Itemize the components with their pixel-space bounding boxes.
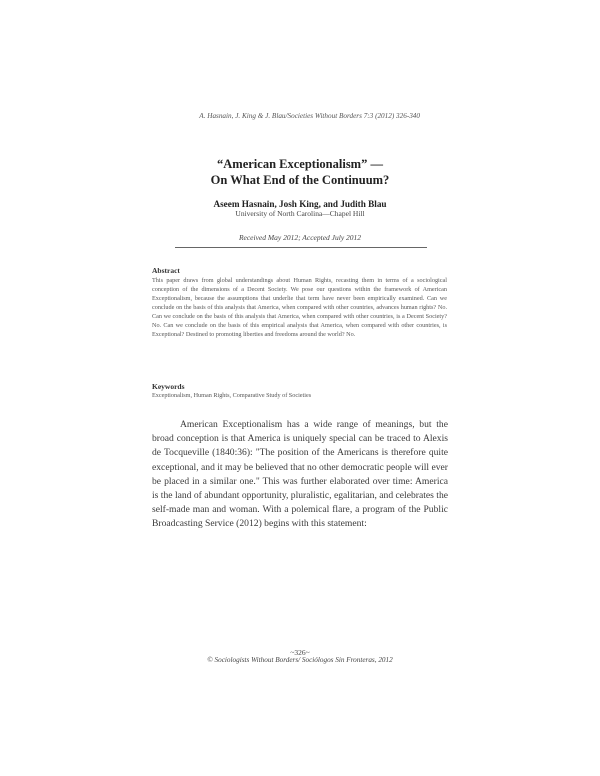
copyright: © Sociologists Without Borders/ Sociólogos Sin Fronteras, 2012 — [207, 656, 393, 664]
divider — [175, 247, 427, 248]
page-number: ~326~ — [290, 648, 310, 657]
running-header: A. Hasnain, J. King & J. Blau/Societies Without Borders 7:3 (2012) 326-340 — [199, 112, 420, 120]
article-title — [150, 156, 450, 188]
body-paragraph: American Exceptionalism has a wide range of meanings, but the broad conception is that America is uniquely special can be traced to Alexis de Tocqueville (1840:36): "The position of the Americans is therefore quite exceptional, and it may be believed that no other democratic people will ever be placed in a similar one." This was further elaborated over time: America is the land of abundant opportunity, pluralistic, egalitarian, and celebrates the self-made man and woman. With a polemical flare, a program of the Public Broadcasting Service (2012) begins with this statement: — [152, 419, 448, 530]
keywords-text: Exceptionalism, Human Rights, Comparative Study of Societies — [152, 392, 312, 399]
received-date: Received May 2012; Accepted July 2012 — [238, 233, 362, 242]
keywords-heading: Keywords — [152, 382, 185, 391]
title-line-2: On What End of the Continuum? — [210, 173, 390, 187]
abstract-heading: Abstract — [152, 266, 180, 275]
abstract-text: This paper draws from global understandings about Human Rights, recasting them in terms of a sociological conception of the dimensions of a Decent Society. We pose our questions within the framework of American Exceptionalism, because the assumptions that underlie that term have never been empirically examined. Can we conclude on the basis of this analysis that America, when compared with other countries, advances human rights? No. Can we conclude on the basis of this analysis that America, when compared with other countries, is a Decent Society? No. Can we conclude on the basis of this empirical analysis that America, when compared with other countries, is Exceptional? Destined to promoting liberties and freedoms around the world? No. — [152, 277, 447, 338]
authors: Aseem Hasnain, Josh King, and Judith Blau — [213, 199, 387, 209]
title-line-1: “American Exceptionalism” — — [217, 157, 383, 171]
affiliation: University of North Carolina—Chapel Hill — [235, 209, 365, 218]
